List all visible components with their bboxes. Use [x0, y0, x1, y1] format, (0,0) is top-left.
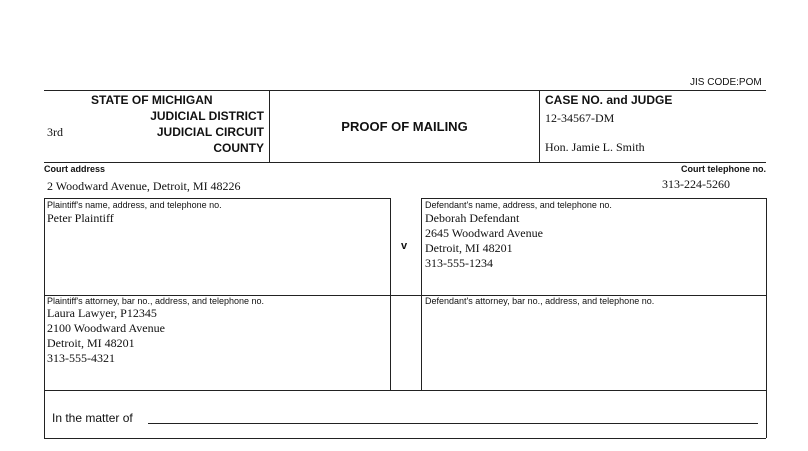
defendant-label: Defendant's name, address, and telephone no. [425, 200, 612, 210]
plaintiff-box-top [44, 198, 391, 199]
circuit-value: 3rd [47, 125, 63, 139]
court-phone-label: Court telephone no. [681, 164, 766, 174]
court-address-value: 2 Woodward Avenue, Detroit, MI 48226 [47, 179, 241, 193]
form-title: PROOF OF MAILING [341, 119, 468, 134]
defendant-attorney-label: Defendant's attorney, bar no., address, and telephone no. [425, 296, 655, 306]
parties-bottom-rule [44, 390, 766, 391]
defendant-line: Deborah Defendant [425, 211, 520, 225]
defendant-line: 2645 Woodward Avenue [425, 226, 543, 240]
court-address-label: Court address [44, 164, 106, 174]
case-number: 12-34567-DM [545, 111, 615, 125]
plaintiff-attorney-label: Plaintiff's attorney, bar no., address, and telephone no. [47, 296, 265, 306]
plaintiff-attorney-line: 2100 Woodward Avenue [47, 321, 165, 335]
right-border [766, 198, 767, 438]
plaintiff-label: Plaintiff's name, address, and telephone no. [47, 200, 222, 210]
matter-label: In the matter of [52, 411, 133, 425]
defendant-line: 313-555-1234 [425, 256, 493, 270]
defendant-box-top [421, 198, 766, 199]
jis-code: JIS CODE:POM [690, 77, 762, 88]
matter-field[interactable] [148, 409, 758, 424]
versus-label: v [401, 240, 408, 252]
plaintiff-name: Peter Plaintiff [47, 211, 114, 225]
state-label: STATE OF MICHIGAN [91, 93, 213, 107]
header-divider-right [539, 90, 540, 162]
court-phone-value: 313-224-5260 [662, 177, 730, 191]
plaintiff-attorney-line: Laura Lawyer, P12345 [47, 306, 157, 320]
judicial-circuit-label: JUDICIAL CIRCUIT [156, 125, 264, 139]
plaintiff-box-right [390, 198, 391, 390]
county-label: COUNTY [213, 141, 264, 155]
matter-bottom-rule [44, 438, 766, 439]
defendant-box-left [421, 198, 422, 390]
left-border [44, 198, 45, 438]
header-bottom-rule [44, 162, 766, 163]
plaintiff-attorney-line: Detroit, MI 48201 [47, 336, 135, 350]
case-label: CASE NO. and JUDGE [545, 93, 673, 107]
judicial-district-label: JUDICIAL DISTRICT [150, 109, 264, 123]
judge-name: Hon. Jamie L. Smith [545, 140, 645, 154]
header-top-rule [44, 90, 766, 91]
plaintiff-attorney-line: 313-555-4321 [47, 351, 115, 365]
defendant-line: Detroit, MI 48201 [425, 241, 513, 255]
